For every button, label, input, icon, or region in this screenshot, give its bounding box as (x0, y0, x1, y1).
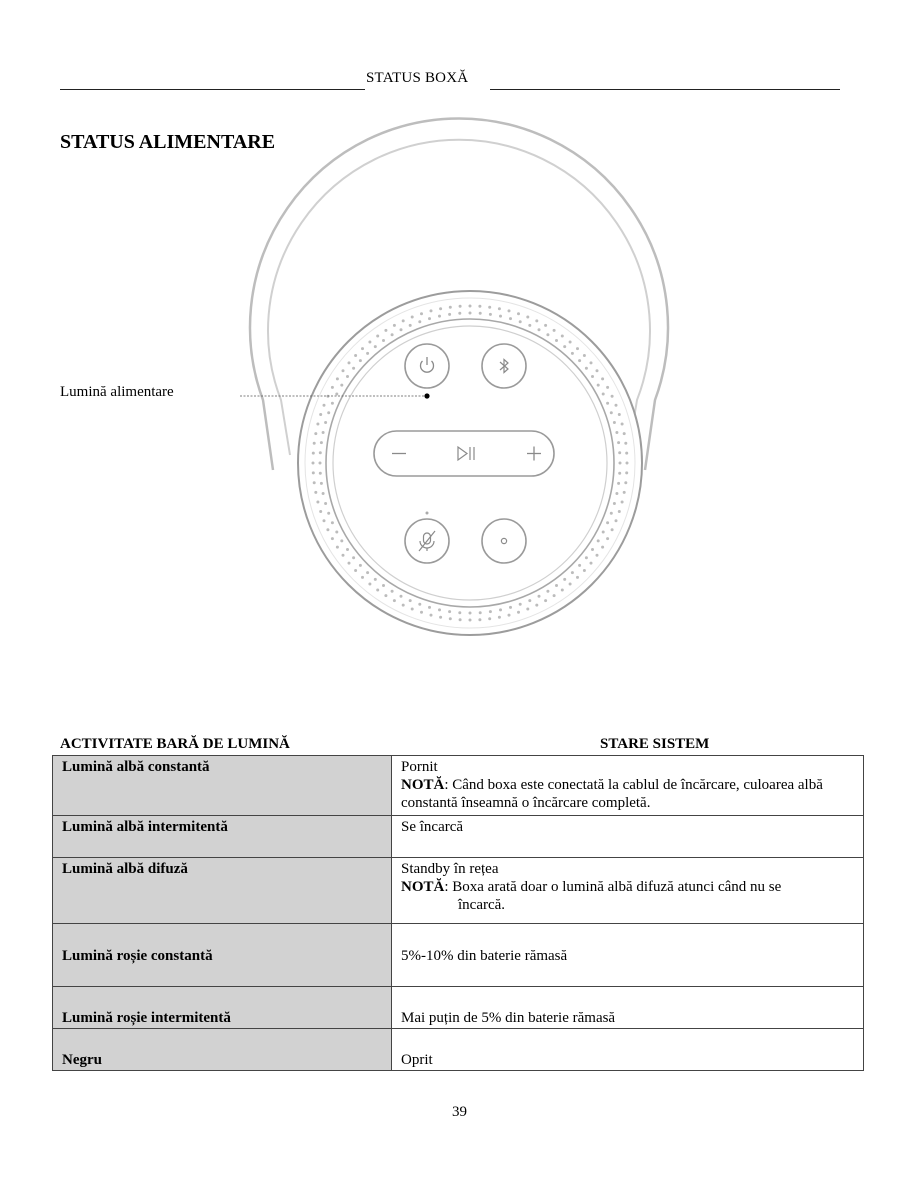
grille-dot (418, 320, 421, 323)
grille-dot (322, 492, 325, 495)
grille-dot (384, 329, 387, 332)
state-note (401, 878, 854, 896)
grille-dot (590, 361, 593, 364)
grille-dot (449, 306, 452, 309)
row-activity: Lumină albă difuză (53, 858, 392, 924)
grille-dot (359, 564, 362, 567)
grille-dot (384, 594, 387, 597)
grille-dot (400, 328, 403, 331)
column-header-activity: ACTIVITATE BARĂ DE LUMINĂ (60, 736, 290, 752)
grille-dot (469, 619, 472, 622)
grille-dot (312, 471, 315, 474)
grille-dot (606, 386, 609, 389)
grille-dot (596, 369, 599, 372)
grille-dot (479, 611, 482, 614)
row-state: Oprit (392, 1029, 864, 1071)
grille-dot (479, 312, 482, 315)
mic-off-button[interactable] (405, 519, 449, 563)
grille-dot (571, 571, 574, 574)
grille-dot (601, 546, 604, 549)
grille-dot (621, 423, 624, 426)
grille-dot (578, 359, 581, 362)
grille-dot (402, 319, 405, 322)
grille-dot (590, 562, 593, 565)
grille-dot (619, 462, 622, 465)
grille-dot (519, 603, 522, 606)
grille-dot (624, 481, 627, 484)
grille-dot (538, 595, 541, 598)
grille-dot (499, 608, 502, 611)
page-header-title: STATUS BOXĂ (366, 70, 469, 86)
grille-dot (366, 571, 369, 574)
grille-dot (526, 316, 529, 319)
grille-dot (544, 599, 547, 602)
grille-dot (312, 452, 315, 455)
grille-dot (313, 442, 316, 445)
grille-dot (391, 590, 394, 593)
grille-dot (499, 315, 502, 318)
grille-dot (617, 441, 620, 444)
grille-dot (618, 510, 621, 513)
grille-dot (331, 402, 334, 405)
grille-dot (314, 432, 317, 435)
grille-dot (489, 610, 492, 613)
grille-dot (368, 583, 371, 586)
grille-dot (319, 413, 322, 416)
row-state: 5%-10% din baterie rămasă (392, 924, 864, 987)
grille-dot (342, 554, 345, 557)
grille-dot (340, 539, 343, 542)
grille-dot (402, 604, 405, 607)
grille-dot (319, 510, 322, 513)
row-activity: Lumină roșie intermitentă (53, 987, 392, 1029)
table-row (53, 924, 864, 987)
row-activity: Negru (53, 1029, 392, 1071)
grille-dot (376, 335, 379, 338)
grille-dot (602, 531, 605, 534)
grille-dot (613, 502, 616, 505)
grille-dot (458, 611, 461, 614)
grille-dot (615, 492, 618, 495)
grille-dot (314, 491, 317, 494)
grille-dot (331, 386, 334, 389)
note-label: NOTĂ (401, 879, 445, 895)
note-label: NOTĂ (401, 777, 445, 793)
grille-dot (508, 309, 511, 312)
state-note-continued: încarcă. (458, 897, 506, 913)
grille-dot (428, 606, 431, 609)
grille-dot (517, 312, 520, 315)
grille-dot (611, 395, 614, 398)
grille-dot (535, 604, 538, 607)
grille-dot (583, 354, 586, 357)
power-light-dot (424, 393, 429, 398)
grille-dot (409, 324, 412, 327)
grille-dot (469, 305, 472, 308)
grille-dot (319, 472, 322, 475)
grille-dot (376, 589, 379, 592)
grille-dot (322, 431, 325, 434)
grille-dot (327, 512, 330, 515)
grille-dot (528, 599, 531, 602)
state-text: Pornit (401, 759, 438, 775)
grille-dot (346, 548, 349, 551)
state-note (401, 776, 854, 812)
grille-dot (602, 393, 605, 396)
grille-dot (625, 452, 628, 455)
grille-dot (585, 556, 588, 559)
grille-dot (508, 614, 511, 617)
grille-dot (469, 312, 472, 315)
grille-dot (346, 375, 349, 378)
grille-dot (326, 528, 329, 531)
grille-dot (449, 617, 452, 620)
grille-dot (319, 462, 322, 465)
grille-dot (438, 315, 441, 318)
grille-dot (561, 589, 564, 592)
grille-dot (374, 345, 377, 348)
grille-dot (312, 462, 315, 465)
grille-dot (624, 442, 627, 445)
action-button[interactable] (482, 519, 526, 563)
grille-dot (546, 590, 549, 593)
state-text: Standby în rețea (401, 861, 499, 877)
grille-dot (313, 481, 316, 484)
grille-dot (526, 608, 529, 611)
grille-dot (438, 608, 441, 611)
grille-dot (615, 431, 618, 434)
grille-dot (368, 341, 371, 344)
grille-dot (528, 324, 531, 327)
grille-dot (420, 312, 423, 315)
grille-dot (606, 402, 609, 405)
grille-dot (498, 616, 501, 619)
grille-dot (331, 537, 334, 540)
grille-dot (409, 599, 412, 602)
grille-dot (478, 618, 481, 621)
grille-dot (382, 339, 385, 342)
grille-dot (323, 404, 326, 407)
grille-dot (323, 519, 326, 522)
grille-dot (382, 584, 385, 587)
grille-dot (563, 345, 566, 348)
grille-dot (625, 471, 628, 474)
grille-dot (352, 556, 355, 559)
grille-dot (555, 339, 558, 342)
grille-dot (610, 512, 613, 515)
grille-dot (488, 306, 491, 309)
grille-dot (535, 319, 538, 322)
grille-dot (488, 617, 491, 620)
grille-dot (597, 384, 600, 387)
grille-dot (538, 328, 541, 331)
grille-dot (597, 539, 600, 542)
grille-dot (561, 335, 564, 338)
grille-dot (489, 313, 492, 316)
grille-dot (448, 313, 451, 316)
grille-dot (613, 421, 616, 424)
grille-dot (623, 491, 626, 494)
grille-dot (606, 537, 609, 540)
grille-dot (563, 578, 566, 581)
grille-dot (596, 554, 599, 557)
grille-dot (617, 482, 620, 485)
grille-dot (430, 309, 433, 312)
grille-dot (458, 312, 461, 315)
grille-dot (519, 320, 522, 323)
table-row (53, 756, 864, 816)
grille-dot (509, 317, 512, 320)
grille-dot (420, 611, 423, 614)
grille-dot (430, 614, 433, 617)
grille-dot (331, 521, 334, 524)
grille-dot (578, 564, 581, 567)
grille-dot (623, 432, 626, 435)
grille-dot (618, 451, 621, 454)
section-title: STATUS ALIMENTARE (60, 131, 276, 153)
grille-dot (439, 616, 442, 619)
row-state: Mai puțin de 5% din baterie rămasă (392, 987, 864, 1029)
grille-dot (352, 367, 355, 370)
grille-dot (340, 384, 343, 387)
grille-dot (576, 347, 579, 350)
grille-dot (498, 307, 501, 310)
grille-dot (327, 411, 330, 414)
grille-dot (618, 413, 621, 416)
grille-dot (571, 352, 574, 355)
grille-dot (606, 521, 609, 524)
grille-dot (319, 451, 322, 454)
grille-dot (610, 411, 613, 414)
grille-dot (601, 377, 604, 380)
grille-dot (354, 569, 357, 572)
power-button[interactable] (405, 344, 449, 388)
grille-dot (459, 618, 462, 621)
grille-dot (400, 595, 403, 598)
page-number: 39 (452, 1104, 467, 1120)
table-row (53, 987, 864, 1029)
row-state: Se încarcă (392, 816, 864, 858)
grille-dot (576, 576, 579, 579)
column-header-state: STARE SISTEM (600, 736, 710, 752)
grille-dot (615, 404, 618, 407)
grille-dot (439, 307, 442, 310)
grille-dot (354, 354, 357, 357)
grille-dot (393, 599, 396, 602)
grille-dot (320, 482, 323, 485)
grille-dot (393, 324, 396, 327)
grille-dot (418, 603, 421, 606)
grille-dot (391, 333, 394, 336)
grille-dot (320, 441, 323, 444)
grille-dot (569, 341, 572, 344)
grille-dot (411, 608, 414, 611)
grille-dot (361, 576, 364, 579)
grille-dot (611, 528, 614, 531)
row-state (392, 858, 864, 924)
grille-dot (448, 610, 451, 613)
note-text: : Boxa arată doar o lumină albă difuză atunci când nu se (444, 879, 782, 895)
grille-dot (621, 501, 624, 504)
grille-dot (553, 594, 556, 597)
grille-dot (366, 352, 369, 355)
grille-dot (544, 324, 547, 327)
row-activity: Lumină albă constantă (53, 756, 392, 816)
bluetooth-button[interactable] (482, 344, 526, 388)
grille-dot (324, 502, 327, 505)
grille-dot (361, 347, 364, 350)
grille-dot (459, 305, 462, 308)
grille-dot (583, 569, 586, 572)
grille-dot (478, 305, 481, 308)
grille-dot (335, 393, 338, 396)
power-light-callout-label: Lumină alimentare (60, 384, 174, 400)
grille-dot (374, 578, 377, 581)
grille-dot (618, 472, 621, 475)
table-row (53, 816, 864, 858)
grille-dot (428, 317, 431, 320)
grille-dot (336, 377, 339, 380)
grille-dot (348, 562, 351, 565)
grille-dot (316, 501, 319, 504)
grille-dot (591, 375, 594, 378)
grille-dot (553, 329, 556, 332)
grille-dot (569, 583, 572, 586)
grille-dot (469, 612, 472, 615)
row-activity: Lumină albă intermitentă (53, 816, 392, 858)
grille-dot (359, 359, 362, 362)
table-row (53, 1029, 864, 1071)
grille-dot (626, 462, 629, 465)
grille-dot (336, 546, 339, 549)
light-status-table (52, 755, 864, 1071)
grille-dot (348, 361, 351, 364)
mic-indicator-light (426, 512, 429, 515)
note-text: : Când boxa este conectată la cablul de încărcare, culoarea albă constantă înseamnă o încărcare completă. (401, 777, 823, 811)
grille-dot (517, 611, 520, 614)
volume-control[interactable] (374, 431, 554, 476)
row-activity: Lumină roșie constantă (53, 924, 392, 987)
grille-dot (335, 531, 338, 534)
grille-dot (546, 333, 549, 336)
row-state (392, 756, 864, 816)
grille-dot (342, 369, 345, 372)
grille-dot (509, 606, 512, 609)
grille-dot (316, 423, 319, 426)
grille-dot (585, 367, 588, 370)
grille-dot (615, 519, 618, 522)
grille-dot (324, 421, 327, 424)
grille-dot (555, 584, 558, 587)
grille-dot (411, 316, 414, 319)
table-row (53, 858, 864, 924)
grille-dot (591, 548, 594, 551)
